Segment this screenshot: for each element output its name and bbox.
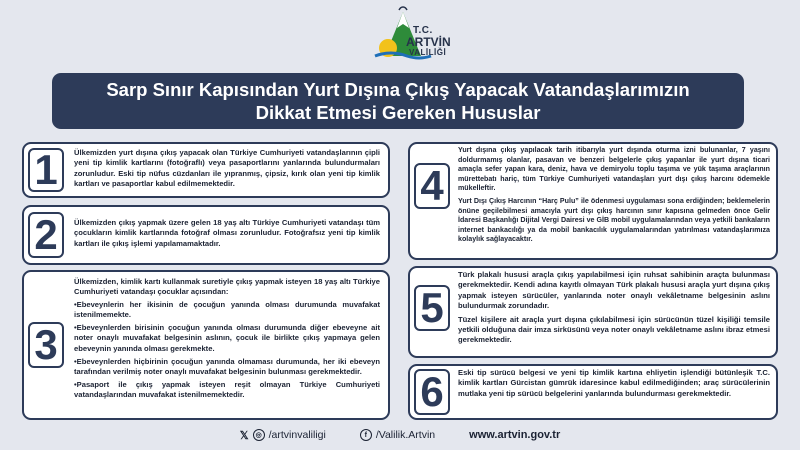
item-5-paragraph-2: Tüzel kişilere ait araçla yurt dışına çıkılabilmesi için sürücünün tüzel kişiliği temsile yetkili olduğuna dair imza sirküsünü veya noter onaylı vekâletname aslını ibraz etmesi gerekmektedir. bbox=[458, 314, 770, 345]
item-text-1 bbox=[74, 148, 380, 190]
item-1-paragraph-1: Ülkemizden yurt dışına çıkış yapacak olan Türkiye Cumhuriyeti vatandaşlarının çipli yeni tip kimlik kartlarını (fotoğraflı) veya pasaportlarını yanlarında bulundurmaları zorunludur. Eski tip nüfus cüzdanları ile yıpranmış, çipsiz, kırık olan yeni tip kimlik kartları ve pasaportlar kabul edilmemektedir. bbox=[74, 148, 380, 189]
item-3-paragraph-1: Ülkemizden, kimlik kartı kullanmak suretiyle çıkış yapmak isteyen 18 yaş altı Türkiye Cumhuriyeti vatandaşı çocuklar açısından: bbox=[74, 277, 380, 297]
title-banner bbox=[52, 73, 744, 129]
item-2-paragraph-1: Ülkemizden çıkış yapmak üzere gelen 18 yaş altı Türkiye Cumhuriyeti vatandaşı tüm çocukların kimlik kartlarında fotoğraf olması zorunludur. Fotoğrafsız yeni tip kimlik kartları ile çıkış işlemi yapılamamaktadır. bbox=[74, 218, 380, 248]
item-3-paragraph-3: •Ebeveynlerden birisinin çocuğun yanında olması durumunda diğer ebeveyne ait noter onaylı muvafakat belgesinin aslının, çocuk ile birlikte çıkış yapmaya gelen ebeveynin yanında olması gerekmekte. bbox=[74, 323, 380, 353]
item-3-paragraph-4: •Ebeveynlerden hiçbirinin çocuğun yanında olmaması durumunda, her iki ebeveyn tarafından verilmiş noter onaylı muvafakat belgesinin bulunması gerekmektedir. bbox=[74, 356, 380, 376]
item-4-paragraph-1: Yurt dışına çıkış yapılacak tarih itibarıyla yurt dışında oturma izni bulunanlar, 7 yaşını doldurmamış olanlar, pasavan ve benzeri belgelerle çıkış yapanlar ile yurt dışına ticari amaçla sefer yapan kara, deniz, hava ve demiryolu toplu taşıma ve yük taşıma araçlarının mürettebatı hariç, tüm Türkiye Cumhuriyeti vatandaşları yurt dışı çıkış harcını ödemekle mükelleftir. bbox=[458, 146, 770, 193]
logo-valiligi-text: VALİLİĞİ bbox=[409, 48, 447, 57]
website-url: www.artvin.gov.tr bbox=[469, 429, 561, 441]
item-number-5: 5 bbox=[414, 285, 450, 331]
instagram-icon: ◎ bbox=[253, 429, 265, 441]
item-number-2: 2 bbox=[28, 212, 64, 258]
facebook-handle: /Valilik.Artvin bbox=[375, 429, 436, 441]
item-text-2 bbox=[74, 218, 380, 249]
item-6-paragraph-1: Eski tip sürücü belgesi ve yeni tip kimlik kartına ehliyetin işlendiği bütünleşik T.C. kimlik kartları Gürcistan gümrük idaresince kabul edilmediğinden; araç sürücülerinin mutlaka yeni tip sürücü belgelerini yanlarında bulundurması gerekmektedir. bbox=[458, 368, 770, 398]
item-number-3: 3 bbox=[28, 322, 64, 368]
item-number-4: 4 bbox=[414, 163, 450, 209]
facebook-icon: f bbox=[360, 429, 372, 441]
item-text-4 bbox=[458, 146, 770, 245]
item-3-paragraph-5: •Pasaport ile çıkış yapmak isteyen reşit olmayan Türkiye Cumhuriyeti vatandaşlarından muvafakat istenilmemektedir. bbox=[74, 379, 380, 399]
item-number-6: 6 bbox=[414, 369, 450, 415]
title-line-2: Dikkat Etmesi Gereken Hususlar bbox=[255, 102, 541, 123]
item-5-paragraph-1: Türk plakalı hususi araçla çıkış yapılabilmesi için ruhsat sahibinin araçta bulunması gerekmektedir. Kendi adına kayıtlı olmayan Türk plakalı hususi araçla yurt dışına çıkış yapmak isteyen sürücüler, yanlarında noter onaylı vekâletname belgesinin aslını bulundurmak zorundadır. bbox=[458, 270, 770, 311]
facebook-link[interactable] bbox=[360, 429, 435, 441]
logo-artvin-text: ARTVİN bbox=[406, 35, 451, 49]
footer bbox=[0, 425, 800, 445]
item-text-6 bbox=[458, 368, 770, 399]
item-text-3 bbox=[74, 277, 380, 400]
logo-tc-text: T.C. bbox=[413, 25, 433, 36]
twitter-link[interactable] bbox=[240, 429, 326, 442]
twitter-handle: /artvinvaliligi bbox=[268, 429, 326, 441]
item-text-5 bbox=[458, 270, 770, 346]
title-line-1: Sarp Sınır Kapısından Yurt Dışına Çıkış Yapacak Vatandaşlarımızın bbox=[106, 79, 690, 100]
item-4-paragraph-2: Yurt Dışı Çıkış Harcının “Harç Pulu” ile ödenmesi uygulaması sona erdiğinden; beklemelerin önüne geçilebilmesi amacıyla yurt dışı çıkış harcının sınır kapısına gelmeden önce Gelir İdaresi Başkanlığı Dijital Vergi Dairesi ve GİB mobil uygulamalarından veya yetkili bankaların internet bankacılığı ya da mobil bankacılık uygulamalarından yatırılması vatandaşlarımıza kolaylık sağlayacaktır. bbox=[458, 196, 770, 244]
website-link[interactable] bbox=[469, 429, 560, 441]
item-number-1: 1 bbox=[28, 148, 64, 192]
x-twitter-icon: 𝕏 bbox=[239, 429, 249, 442]
item-3-paragraph-2: •Ebeveynlerin her ikisinin de çocuğun yanında olması durumunda muvafakat istenilmemekte. bbox=[74, 300, 380, 320]
